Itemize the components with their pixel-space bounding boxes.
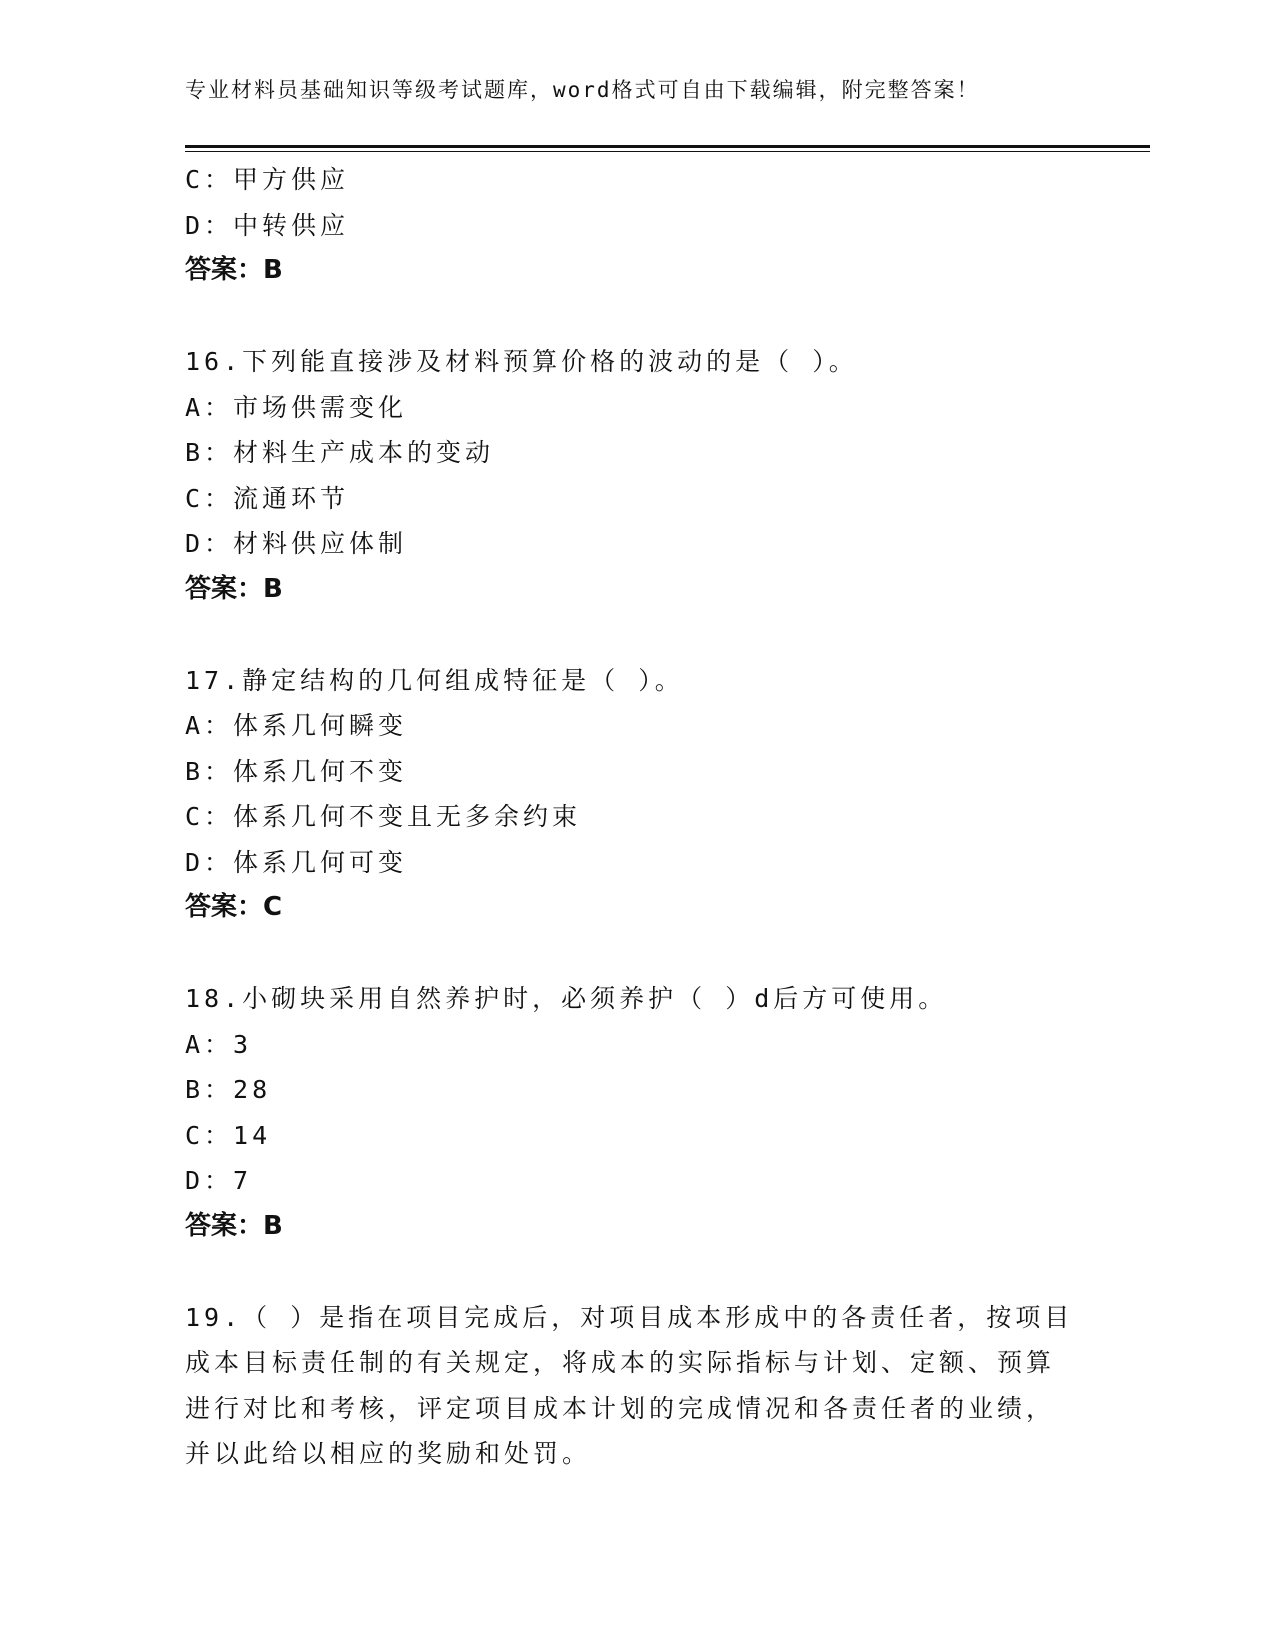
document-body xyxy=(185,157,1074,1477)
question-text-line: 进行对比和考核，评定项目成本计划的完成情况和各责任者的业绩， xyxy=(185,1393,1056,1423)
option-d: D：体系几何可变 xyxy=(185,847,408,877)
header-rule-thick xyxy=(185,145,1150,148)
option-d: D：7 xyxy=(185,1166,253,1195)
question-text-line: 并以此给以相应的奖励和处罚。 xyxy=(185,1439,592,1468)
option-b: B：体系几何不变 xyxy=(185,756,408,786)
question-17 xyxy=(185,658,1065,931)
page-header: 专业材料员基础知识等级考试题库，word格式可自由下载编辑，附完整答案！ xyxy=(185,78,980,102)
question-18 xyxy=(185,976,1065,1249)
answer: 答案：B xyxy=(185,255,283,285)
question-19 xyxy=(185,1295,1074,1477)
answer: 答案：B xyxy=(185,1210,283,1241)
option-c: C：流通环节 xyxy=(185,483,350,513)
header-rule-thin xyxy=(185,151,1150,152)
answer: 答案：B xyxy=(185,573,283,604)
option-a: A：市场供需变化 xyxy=(185,392,408,422)
option-d: D：材料供应体制 xyxy=(185,529,408,558)
question-text: 17.静定结构的几何组成特征是（ ）。 xyxy=(185,665,684,695)
option-b: B：28 xyxy=(185,1075,272,1104)
option-a: A：3 xyxy=(185,1029,253,1059)
option-c: C：甲方供应 xyxy=(185,165,350,194)
question-text: 16.下列能直接涉及材料预算价格的波动的是（ ）。 xyxy=(185,347,858,376)
answer: 答案：C xyxy=(185,892,283,922)
question-text-line: 成本目标责任制的有关规定，将成本的实际指标与计划、定额、预算 xyxy=(185,1348,1056,1377)
question-text-line: 19.（ ）是指在项目完成后，对项目成本形成中的各责任者，按项目 xyxy=(185,1302,1074,1332)
option-c: C：体系几何不变且无多余约束 xyxy=(185,802,582,831)
option-b: B：材料生产成本的变动 xyxy=(185,438,495,467)
option-d: D：中转供应 xyxy=(185,210,350,240)
option-c: C：14 xyxy=(185,1120,272,1150)
previous-question-tail xyxy=(185,157,1065,294)
option-a: A：体系几何瞬变 xyxy=(185,711,408,740)
question-text: 18.小砌块采用自然养护时，必须养护（ ）d后方可使用。 xyxy=(185,984,948,1013)
question-16 xyxy=(185,339,1065,612)
